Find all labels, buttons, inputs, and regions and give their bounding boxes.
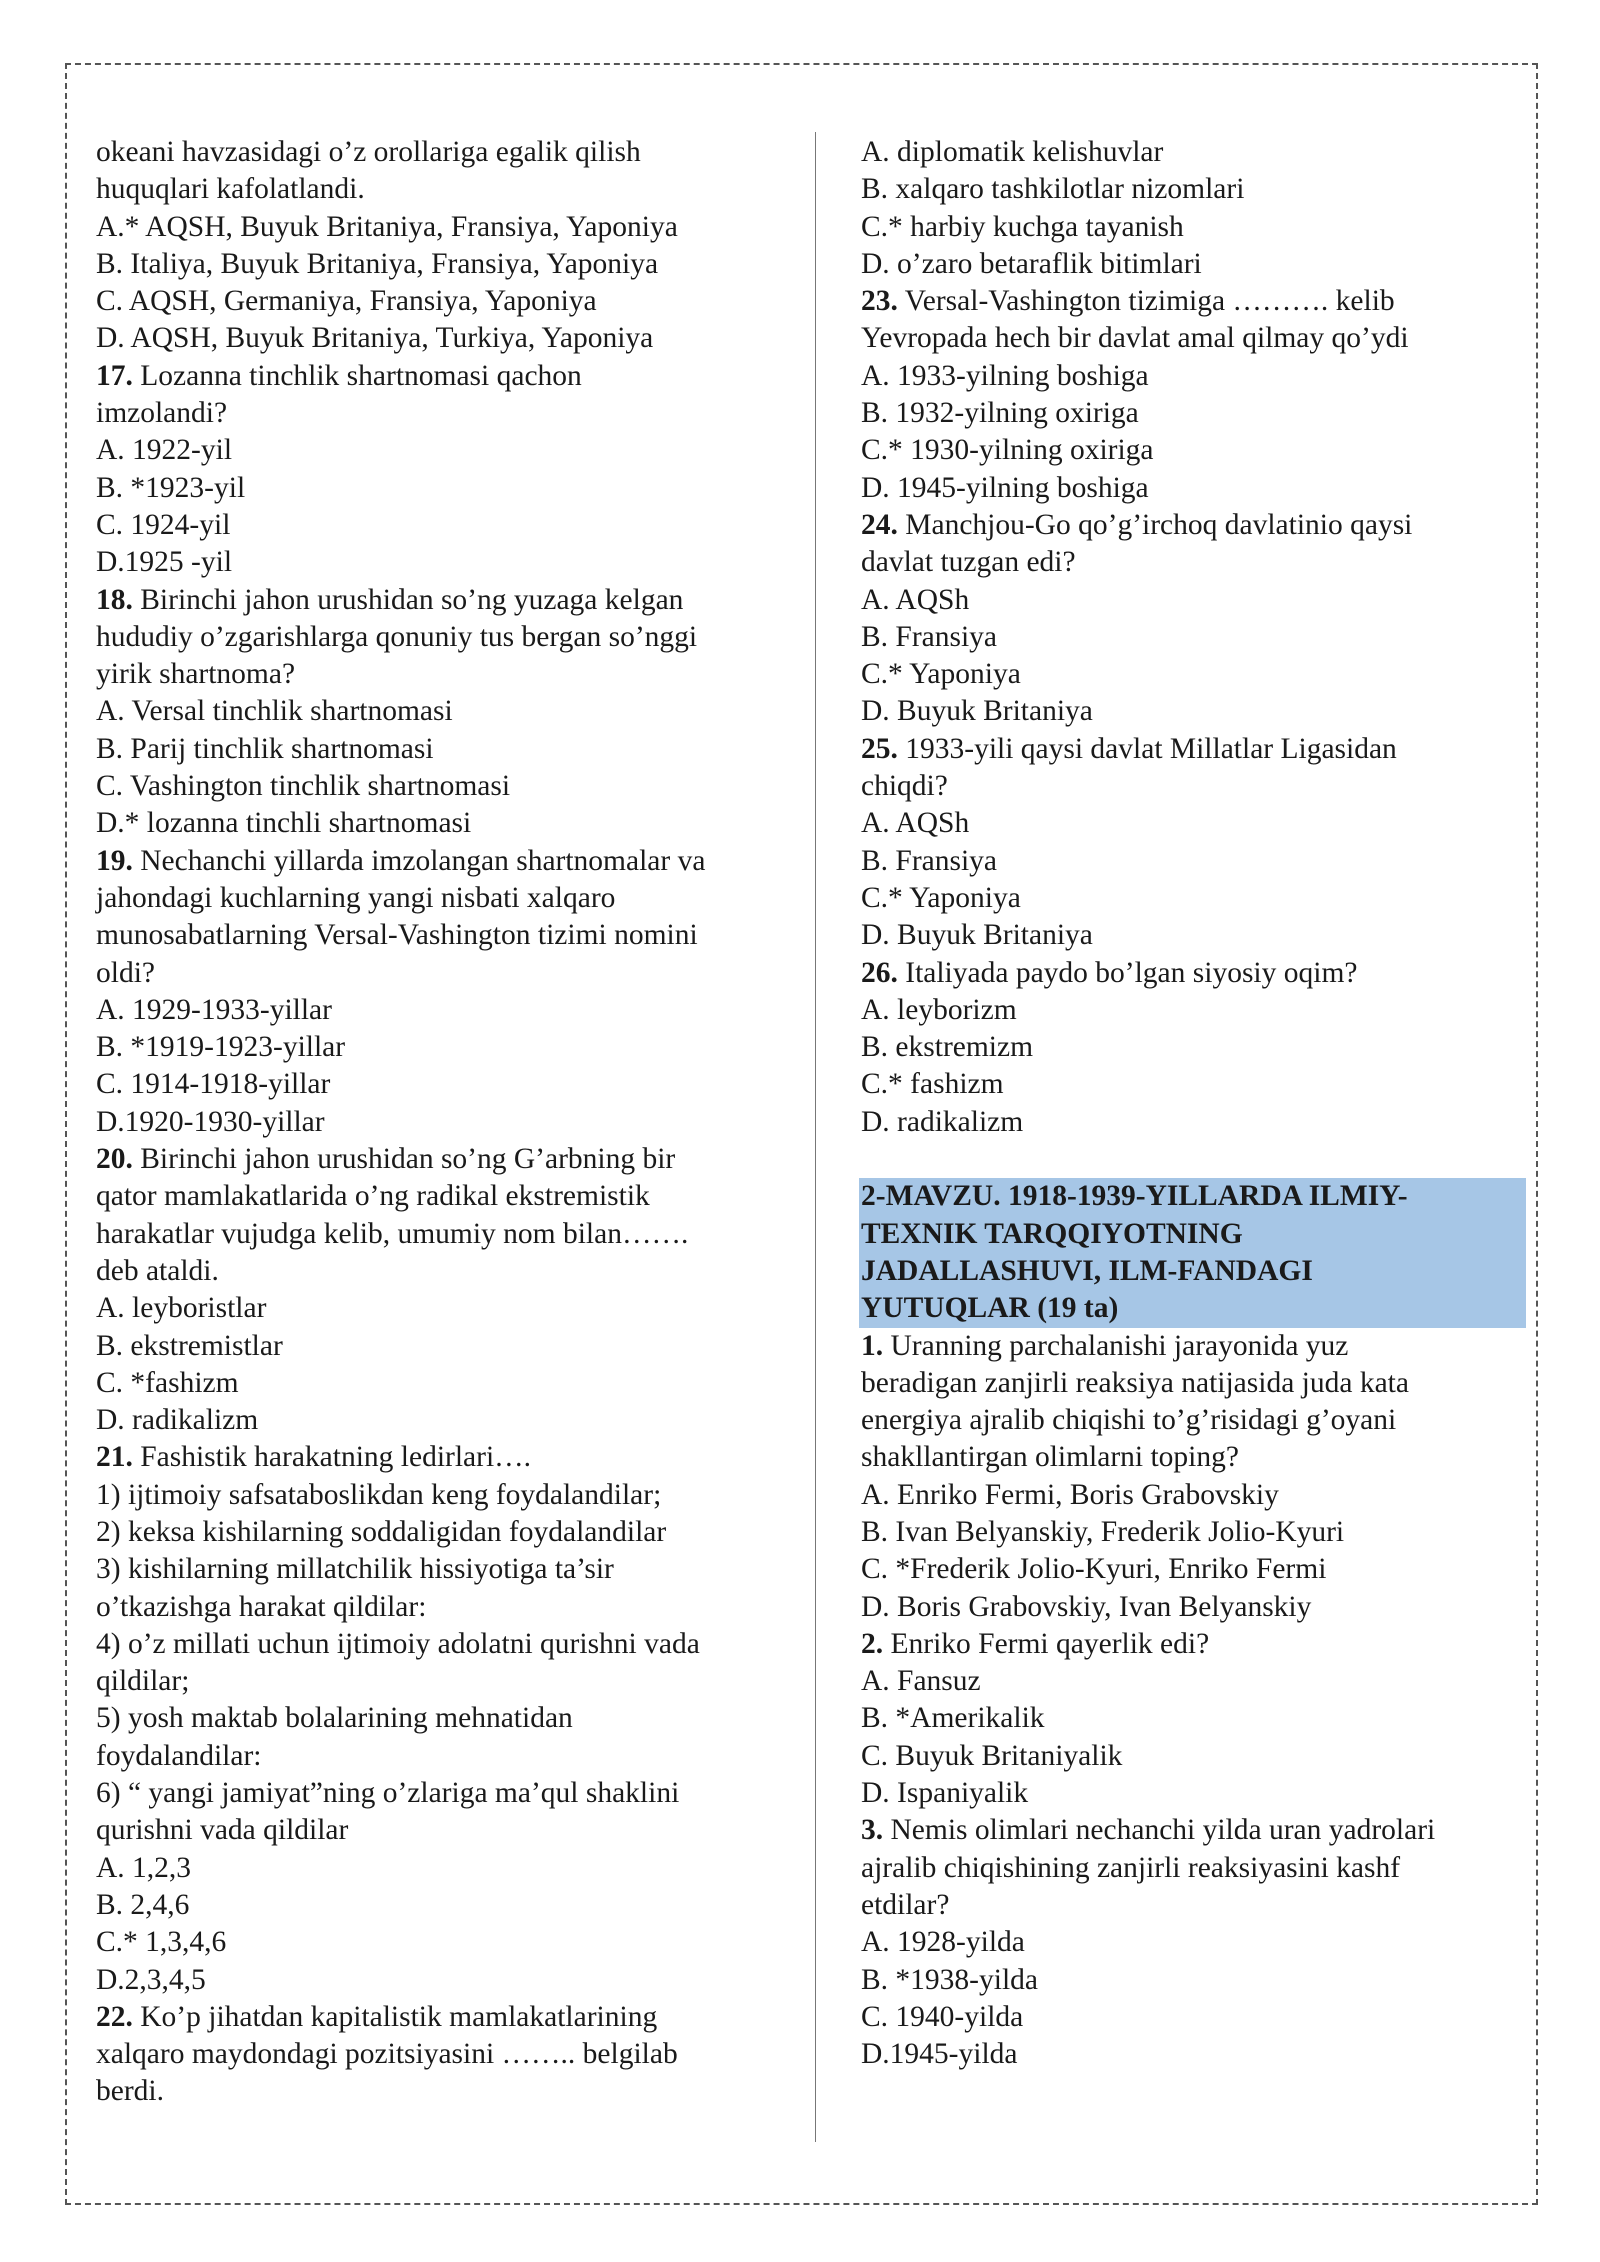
text-line [96,917,796,954]
line-text: D. radikalizm [96,1404,259,1437]
line-text: Nechanchi yillarda imzolangan shartnomalar va [132,844,706,877]
line-text: A. leyborizm [861,993,1017,1026]
text-line [96,1104,796,1141]
text-line [96,1178,796,1215]
left-column [96,134,796,2111]
text-line [96,1738,796,1775]
line-text: B. *Amerikalik [861,1702,1045,1735]
question-number: 23. [861,285,898,318]
line-text: 4) o’z millati uchun ijtimoiy adolatni qurishni vada [96,1627,700,1660]
line-text: D. Buyuk Britaniya [861,695,1093,728]
text-line [96,1477,796,1514]
text-line [96,2036,796,2073]
line-text: imzolandi? [96,397,228,430]
line-text: D.* lozanna tinchli shartnomasi [96,807,472,840]
text-line [96,992,796,1029]
line-text: berdi. [96,2075,164,2108]
line-text: A. leyboristlar [96,1292,267,1325]
text-line [96,134,796,171]
text-line [861,171,1531,208]
line-text: B. Fransiya [861,620,998,653]
question-number: 25. [861,732,898,765]
line-text: okeani havzasidagi o’z orollariga egalik qilish [96,136,641,168]
text-line [96,1924,796,1961]
text-line [861,544,1531,581]
line-text: C. *Frederik Jolio-Kyuri, Enriko Fermi [861,1553,1327,1586]
text-line [96,768,796,805]
text-line [96,432,796,469]
text-line [861,1514,1531,1551]
line-text: D. Ispaniyalik [861,1777,1029,1810]
line-text: D.2,3,4,5 [96,1963,206,1996]
line-text: B. xalqaro tashkilotlar nizomlari [861,173,1245,206]
line-text: C. 1914-1918-yillar [96,1068,331,1101]
text-line [861,1589,1531,1626]
text-line [96,1216,796,1253]
text-line [861,1850,1531,1887]
line-text: oldi? [96,956,155,989]
line-text: C.* Yaponiya [861,881,1021,914]
text-line [96,1999,796,2036]
question-number: 1. [861,1329,884,1362]
text-line [96,1290,796,1327]
text-line [96,843,796,880]
question-number: 21. [96,1441,133,1474]
text-line [861,2036,1531,2073]
line-text: A. AQSh [861,583,970,616]
text-line [861,731,1531,768]
text-line [861,1999,1531,2036]
text-line [96,507,796,544]
line-text: D.1925 -yil [96,546,233,579]
text-line [96,1551,796,1588]
text-line [861,768,1531,805]
line-text: B. 2,4,6 [96,1888,190,1921]
line-text: etdilar? [861,1888,950,1921]
heading-line: 2-MAVZU. 1918-1939-YILLARDA ILMIY- [861,1180,1408,1213]
line-text: B. 1932-yilning oxiriga [861,397,1139,430]
text-line [96,1029,796,1066]
text-line [861,955,1531,992]
text-line [861,917,1531,954]
text-line [861,1104,1531,1141]
question-number: 17. [96,359,133,392]
text-line [96,1328,796,1365]
text-line [861,656,1531,693]
text-line [96,283,796,320]
line-text: C.* fashizm [861,1068,1004,1101]
text-line [96,582,796,619]
line-text: qurishni vada qildilar [96,1814,349,1847]
text-line [96,955,796,992]
line-text: B. *1923-yil [96,471,246,504]
line-text: D. AQSH, Buyuk Britaniya, Turkiya, Yaponiya [96,322,654,355]
line-text: shakllantirgan olimlarni toping? [861,1441,1239,1474]
line-text: huquqlari kafolatlandi. [96,173,365,206]
line-text: A. 1,2,3 [96,1851,192,1884]
line-text: Nemis olimlari nechanchi yilda uran yadrolari [883,1814,1436,1847]
text-line [861,507,1531,544]
line-text: 3) kishilarning millatchilik hissiyotiga ta’sir [96,1553,614,1586]
line-text: A. AQSh [861,807,970,840]
line-text: ajralib chiqishining zanjirli reaksiyasini kashf [861,1851,1401,1884]
text-line [96,805,796,842]
text-line [861,1962,1531,1999]
text-line [861,1887,1531,1924]
line-text: C. 1924-yil [96,508,231,541]
text-line [861,805,1531,842]
text-line [861,1812,1531,1849]
text-line [96,1626,796,1663]
text-line [96,880,796,917]
line-text: A. Versal tinchlik shartnomasi [96,695,453,728]
line-text: A. 1922-yil [96,434,233,467]
line-text: 1933-yili qaysi davlat Millatlar Ligasidan [897,732,1397,765]
line-text: qildilar; [96,1665,190,1698]
text-line [861,1738,1531,1775]
line-text: qator mamlakatlarida o’ng radikal ekstremistik [96,1180,650,1213]
line-text: B. ekstremizm [861,1031,1034,1064]
line-text: Ko’p jihatdan kapitalistik mamlakatlarining [132,2000,658,2033]
heading-line: TEXNIK TARQQIYOTNING [861,1217,1243,1250]
line-text: Birinchi jahon urushidan so’ng yuzaga kelgan [132,583,684,616]
text-line [861,1551,1531,1588]
text-line [861,619,1531,656]
text-line [861,358,1531,395]
text-line [861,1477,1531,1514]
text-line [861,880,1531,917]
text-line [96,2073,796,2110]
text-line [96,1812,796,1849]
line-text: B. *1938-yilda [861,1963,1038,1996]
text-line [96,1962,796,1999]
line-text: B. Italiya, Buyuk Britaniya, Fransiya, Yaponiya [96,247,659,280]
text-line [861,395,1531,432]
line-text: xalqaro maydondagi pozitsiyasini …….. belgilab [96,2038,678,2071]
line-text: B. Fransiya [861,844,998,877]
line-text: A.* AQSH, Buyuk Britaniya, Fransiya, Yaponiya [96,210,678,243]
text-line [861,470,1531,507]
text-line [96,656,796,693]
line-text: Lozanna tinchlik shartnomasi qachon [132,359,582,392]
line-text: yirik shartnoma? [96,658,296,691]
line-text: Enriko Fermi qayerlik edi? [883,1627,1210,1660]
line-text: C. 1940-yilda [861,2000,1024,2033]
line-text: A. Enriko Fermi, Boris Grabovskiy [861,1478,1279,1511]
question-number: 19. [96,844,133,877]
text-line [96,1402,796,1439]
line-text: 5) yosh maktab bolalarining mehnatidan [96,1702,573,1735]
text-line [96,209,796,246]
line-text: hududiy o’zgarishlarga qonuniy tus bergan so’nggi [96,620,698,653]
line-text: D. Boris Grabovskiy, Ivan Belyanskiy [861,1590,1312,1623]
line-text: A. Fansuz [861,1665,981,1698]
text-line [861,1328,1531,1365]
question-number: 20. [96,1143,133,1176]
text-line [861,1924,1531,1961]
column-divider [815,132,816,2142]
line-text: A. 1928-yilda [861,1926,1025,1959]
text-line [861,1626,1531,1663]
text-line [96,1663,796,1700]
line-text: B. Ivan Belyanskiy, Frederik Jolio-Kyuri [861,1515,1345,1548]
line-text: Birinchi jahon urushidan so’ng G’arbning bir [132,1143,676,1176]
text-line [861,283,1531,320]
line-text: Manchjou-Go qo’g’irchoq davlatinio qaysi [897,508,1413,541]
line-text: 6) “ yangi jamiyat”ning o’zlariga ma’qul shaklini [96,1777,680,1810]
text-line [96,1589,796,1626]
line-text: 1) ijtimoiy safsataboslikdan keng foydalandilar; [96,1478,662,1511]
line-text: C. AQSH, Germaniya, Fransiya, Yaponiya [96,285,597,318]
line-text: B. ekstremistlar [96,1329,283,1362]
text-line [861,1402,1531,1439]
text-line [861,134,1531,171]
text-line [96,1439,796,1476]
text-line [96,1514,796,1551]
line-text: C.* 1930-yilning oxiriga [861,434,1154,467]
right-column [861,134,1531,2073]
text-line [96,1887,796,1924]
line-text: A. diplomatik kelishuvlar [861,136,1164,168]
line-text: C.* Yaponiya [861,658,1021,691]
line-text: C. *fashizm [96,1366,239,1399]
line-text: Fashistik harakatning ledirlari…. [132,1441,532,1474]
question-number: 26. [861,956,898,989]
line-text: munosabatlarning Versal-Vashington tizimi nomini [96,919,698,952]
right-column-bottom [861,1328,1531,2074]
text-line [861,582,1531,619]
line-text: C.* harbiy kuchga tayanish [861,210,1184,243]
line-text: 2) keksa kishilarning soddaligidan foydalandilar [96,1515,667,1548]
line-text: D. radikalizm [861,1105,1024,1138]
text-line [96,731,796,768]
line-text: D. 1945-yilning boshiga [861,471,1149,504]
text-line [861,1700,1531,1737]
text-line [861,432,1531,469]
line-text: Yevropada hech bir davlat amal qilmay qo’ydi [861,322,1409,355]
right-column-top [861,134,1531,1141]
text-line [861,992,1531,1029]
text-line [861,1663,1531,1700]
text-line [96,544,796,581]
line-text: D.1920-1930-yillar [96,1105,325,1138]
question-number: 24. [861,508,898,541]
line-text: A. 1929-1933-yillar [96,993,332,1026]
line-text: Versal-Vashington tizimiga ………. kelib [897,285,1395,318]
line-text: o’tkazishga harakat qildilar: [96,1590,427,1623]
text-line [96,1850,796,1887]
line-text: A. 1933-yilning boshiga [861,359,1149,392]
text-line [96,619,796,656]
line-text: chiqdi? [861,770,948,803]
line-text: davlat tuzgan edi? [861,546,1076,579]
question-number: 18. [96,583,133,616]
text-line [96,395,796,432]
line-text: B. Parij tinchlik shartnomasi [96,732,434,765]
line-text: C.* 1,3,4,6 [96,1926,227,1959]
text-line [861,246,1531,283]
heading-line: YUTUQLAR (19 ta) [861,1292,1119,1325]
text-line [96,1700,796,1737]
section-heading [859,1178,1526,1327]
text-line [96,246,796,283]
text-line [96,1253,796,1290]
line-text: harakatlar vujudga kelib, umumiy nom bilan……. [96,1217,689,1250]
line-text: energiya ajralib chiqishi to’g’risidagi g’oyani [861,1404,1397,1437]
text-line [861,693,1531,730]
line-text: deb ataldi. [96,1254,219,1287]
line-text: Italiyada paydo bo’lgan siyosiy oqim? [897,956,1358,989]
question-number: 22. [96,2000,133,2033]
text-line [861,1029,1531,1066]
heading-line: JADALLASHUVI, ILM-FANDAGI [861,1254,1313,1287]
text-line [96,1141,796,1178]
text-line [861,1066,1531,1103]
text-line [96,1066,796,1103]
question-number: 2. [861,1627,884,1660]
text-line [96,1775,796,1812]
line-text: beradigan zanjirli reaksiya natijasida juda kata [861,1366,1409,1399]
text-line [96,693,796,730]
line-text: foydalandilar: [96,1739,262,1772]
text-line [96,171,796,208]
text-line [861,843,1531,880]
text-line [861,1775,1531,1812]
text-line [96,470,796,507]
text-line [861,1439,1531,1476]
line-text: jahondagi kuchlarning yangi nisbati xalqaro [96,881,616,914]
text-line [861,1365,1531,1402]
line-text: Uranning parchalanishi jarayonida yuz [883,1329,1349,1362]
text-line [96,320,796,357]
line-text: B. *1919-1923-yillar [96,1031,346,1064]
line-text: D. o’zaro betaraflik bitimlari [861,247,1202,280]
text-line [861,209,1531,246]
line-text: D. Buyuk Britaniya [861,919,1093,952]
line-text: C. Buyuk Britaniyalik [861,1739,1123,1772]
text-line [96,1365,796,1402]
spacer [861,1141,1531,1178]
text-line [861,320,1531,357]
line-text: D.1945-yilda [861,2038,1018,2071]
line-text: C. Vashington tinchlik shartnomasi [96,770,511,803]
question-number: 3. [861,1814,884,1847]
text-line [96,358,796,395]
